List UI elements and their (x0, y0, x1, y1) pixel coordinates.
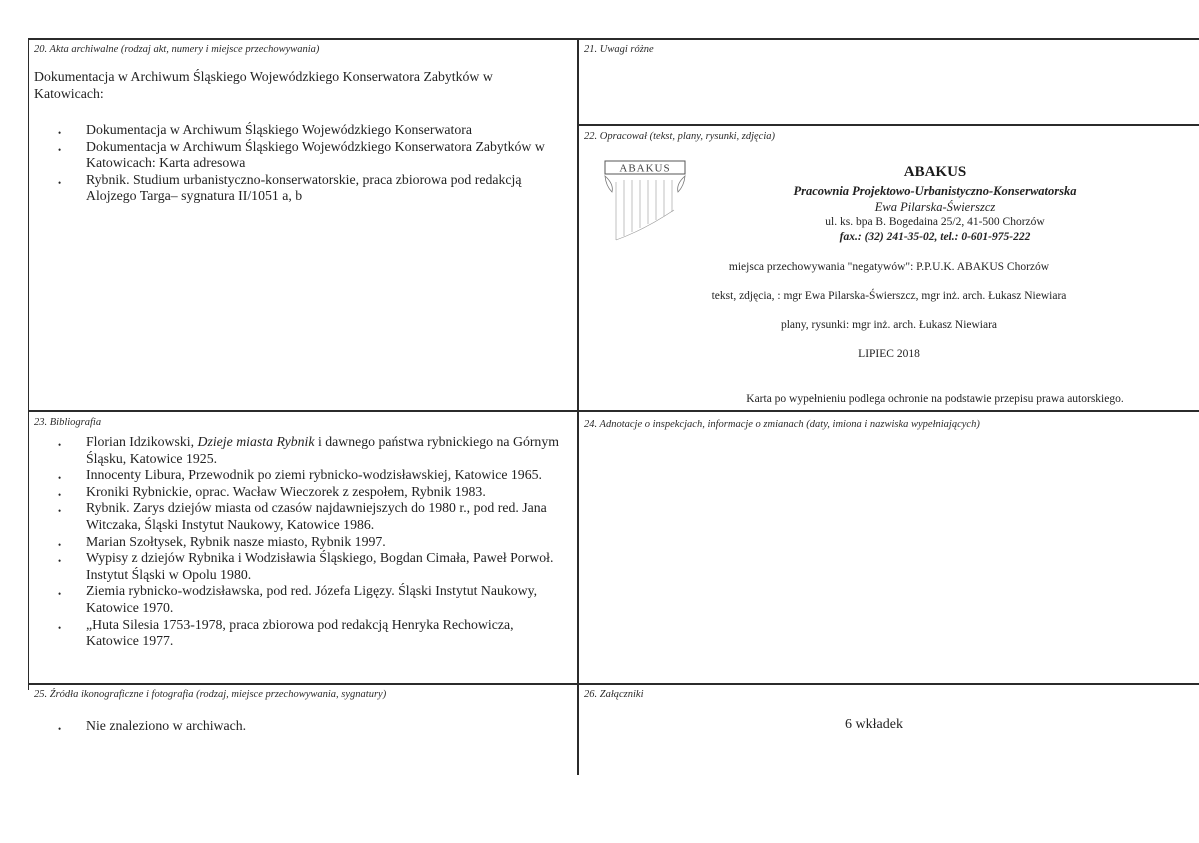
list-item: • Ziemia rybnicko-wodzisławska, pod red. Józefa Ligęzy. Śląski Instytut Naukowy, Katowice 1970. (58, 583, 560, 616)
box23-header: 23. Bibliografia (34, 417, 102, 428)
authors-text: tekst, zdjęcia, : mgr Ewa Pilarska-Świerszcz, mgr inż. arch. Łukasz Niewiara (711, 290, 1067, 302)
abakus-logo (604, 160, 686, 244)
top-border (28, 38, 1199, 40)
middle-border (28, 410, 1199, 412)
box26-header: 26. Załączniki (584, 689, 644, 700)
list-item: • Marian Szołtysek, Rybnik nasze miasto, Rybnik 1997. (58, 534, 560, 551)
left-border (28, 38, 29, 690)
firm-contact: fax.: (32) 241-35-02, tel.: 0-601-975-222 (839, 231, 1031, 243)
box22-header: 22. Opracował (tekst, plany, rysunki, zdjęcia) (584, 131, 776, 142)
list-item: • Rybnik. Zarys dziejów miasta od czasów najdawniejszych do 1980 r., pod red. Jana Witczaka, Śląski Instytut Naukowy, Katowice 1986. (58, 500, 560, 533)
box25-list (58, 718, 558, 735)
list-item: • Innocenty Libura, Przewodnik po ziemi rybnicko-wodzisławskiej, Katowice 1965. (58, 467, 560, 484)
list-item: • Dokumentacja w Archiwum Śląskiego Wojewódzkiego Konserwatora Zabytków w Katowicach: Karta adresowa (58, 139, 572, 172)
attachments-count: 6 wkładek (845, 717, 903, 732)
date-text: LIPIEC 2018 (858, 348, 920, 360)
list-item: • Kroniki Rybnickie, oprac. Wacław Wieczorek z zespołem, Rybnik 1983. (58, 484, 560, 501)
firm-owner: Ewa Pilarska-Świerszcz (874, 200, 996, 214)
list-item: • Wypisy z dziejów Rybnika i Wodzisławia Śląskiego, Bogdan Cimała, Paweł Porwoł. Instytut Śląski w Opolu 1980. (58, 550, 560, 583)
list-item: • Nie znaleziono w archiwach. (58, 718, 558, 735)
list-item: • „Huta Silesia 1753-1978, praca zbiorowa pod redakcją Henryka Rechowicza, Katowice 1977. (58, 617, 560, 650)
lower-border (28, 683, 1199, 685)
list-item: • Rybnik. Studium urbanistyczno-konserwatorskie, praca zbiorowa pod redakcją Alojzego Targa– sygnatura II/1051 a, b (58, 172, 572, 205)
plans-authors: plany, rysunki: mgr inż. arch. Łukasz Niewiara (780, 319, 998, 331)
copyright-note: Karta po wypełnieniu podlega ochronie na podstawie przepisu prawa autorskiego. (746, 393, 1124, 405)
column-logo-icon (604, 160, 686, 244)
box20-intro: Dokumentacja w Archiwum Śląskiego Wojewódzkiego Konserwatora Zabytków w Katowicach: (34, 69, 493, 101)
list-item: • Florian Idzikowski, Dzieje miasta Rybnik i dawnego państwa rybnickiego na Górnym Śląsku, Katowice 1925. (58, 434, 560, 467)
box25-header: 25. Źródła ikonograficzne i fotografia (rodzaj, miejsce przechowywania, sygnatury) (34, 689, 387, 700)
logo-text: ABAKUS (619, 162, 671, 175)
firm-address: ul. ks. bpa B. Bogedaina 25/2, 41-500 Chorzów (825, 216, 1045, 228)
list-item: • Dokumentacja w Archiwum Śląskiego Wojewódzkiego Konserwatora (58, 122, 572, 139)
firm-subtitle: Pracownia Projektowo-Urbanistyczno-Konserwatorska (793, 184, 1077, 198)
negatives-location: miejsca przechowywania "negatywów": P.P.U.K. ABAKUS Chorzów (728, 261, 1050, 273)
box23-list (58, 434, 560, 650)
box21-header: 21. Uwagi różne (584, 44, 654, 55)
firm-name: ABAKUS (903, 164, 967, 180)
center-divider (577, 38, 579, 775)
box24-header: 24. Adnotacje o inspekcjach, informacje o zmianach (daty, imiona i nazwiska wypełniających) (584, 419, 980, 430)
box20-header: 20. Akta archiwalne (rodzaj akt, numery i miejsce przechowywania) (34, 44, 320, 55)
box20-list (58, 122, 572, 205)
right-divider-21 (579, 124, 1199, 126)
